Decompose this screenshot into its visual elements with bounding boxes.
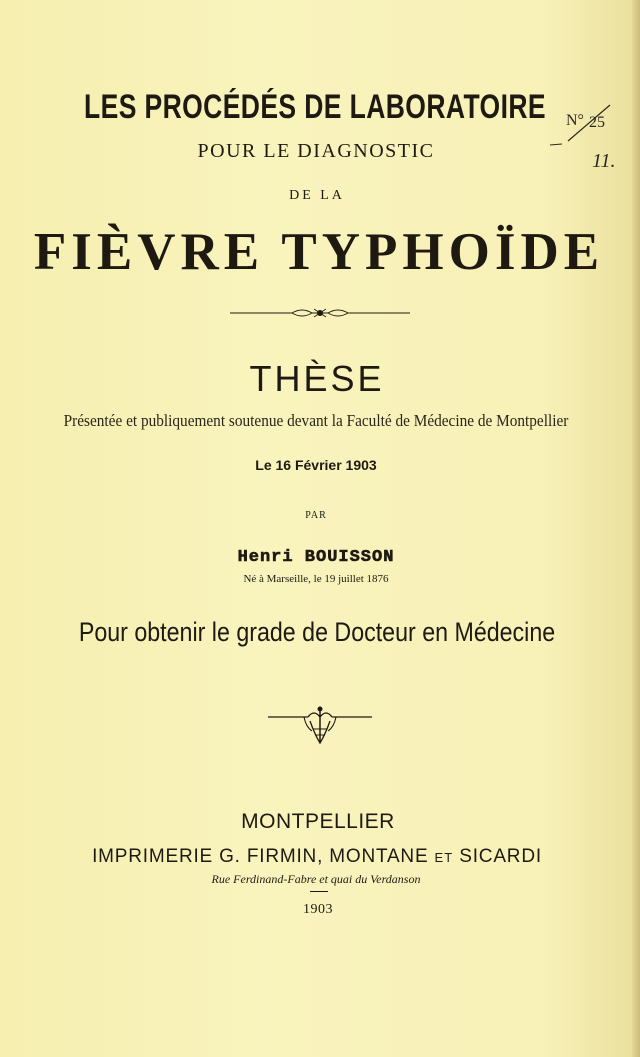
shelfmark-prefix: N° — [566, 112, 584, 129]
title-main: FIÈVRE TYPHOÏDE — [33, 223, 605, 281]
city: MONTPELLIER — [241, 810, 395, 833]
printer-conjunction: ET — [434, 850, 454, 865]
title-line-1: LES PROCÉDÉS DE LABORATOIRE — [84, 88, 546, 126]
title-line-3: DE LA — [289, 188, 345, 203]
printer-line — [0, 846, 637, 868]
thesis-heading: THÈSE — [249, 358, 385, 399]
presentation-text: Présentée et publiquement soutenue devant la Faculté de Médecine de Montpellier — [63, 411, 569, 430]
by-label: PAR — [305, 510, 327, 521]
defense-date: Le 16 Février 1903 — [255, 457, 377, 473]
ornamental-rule — [0, 306, 640, 324]
printer-partner: SICARDI — [459, 846, 542, 867]
shelfmark-number: 25 — [589, 114, 605, 131]
degree-line: Pour obtenir le grade de Docteur en Médecine — [78, 617, 556, 647]
shelfmark-note: 11. — [592, 150, 616, 172]
short-rule — [310, 891, 328, 892]
author-name: Henri BOUISSON — [237, 548, 395, 567]
printer-address: Rue Ferdinand-Fabre et quai du Verdanson — [211, 872, 421, 886]
ornamental-rule-icon — [230, 307, 410, 319]
printer-name: IMPRIMERIE G. FIRMIN, MONTANE — [92, 846, 429, 867]
title-line-2: POUR LE DIAGNOSTIC — [197, 140, 435, 162]
author-birth: Né à Marseille, le 19 juillet 1876 — [243, 573, 389, 585]
fleuron — [0, 705, 640, 752]
publication-year: 1903 — [303, 902, 333, 917]
fleuron-icon — [268, 705, 372, 747]
